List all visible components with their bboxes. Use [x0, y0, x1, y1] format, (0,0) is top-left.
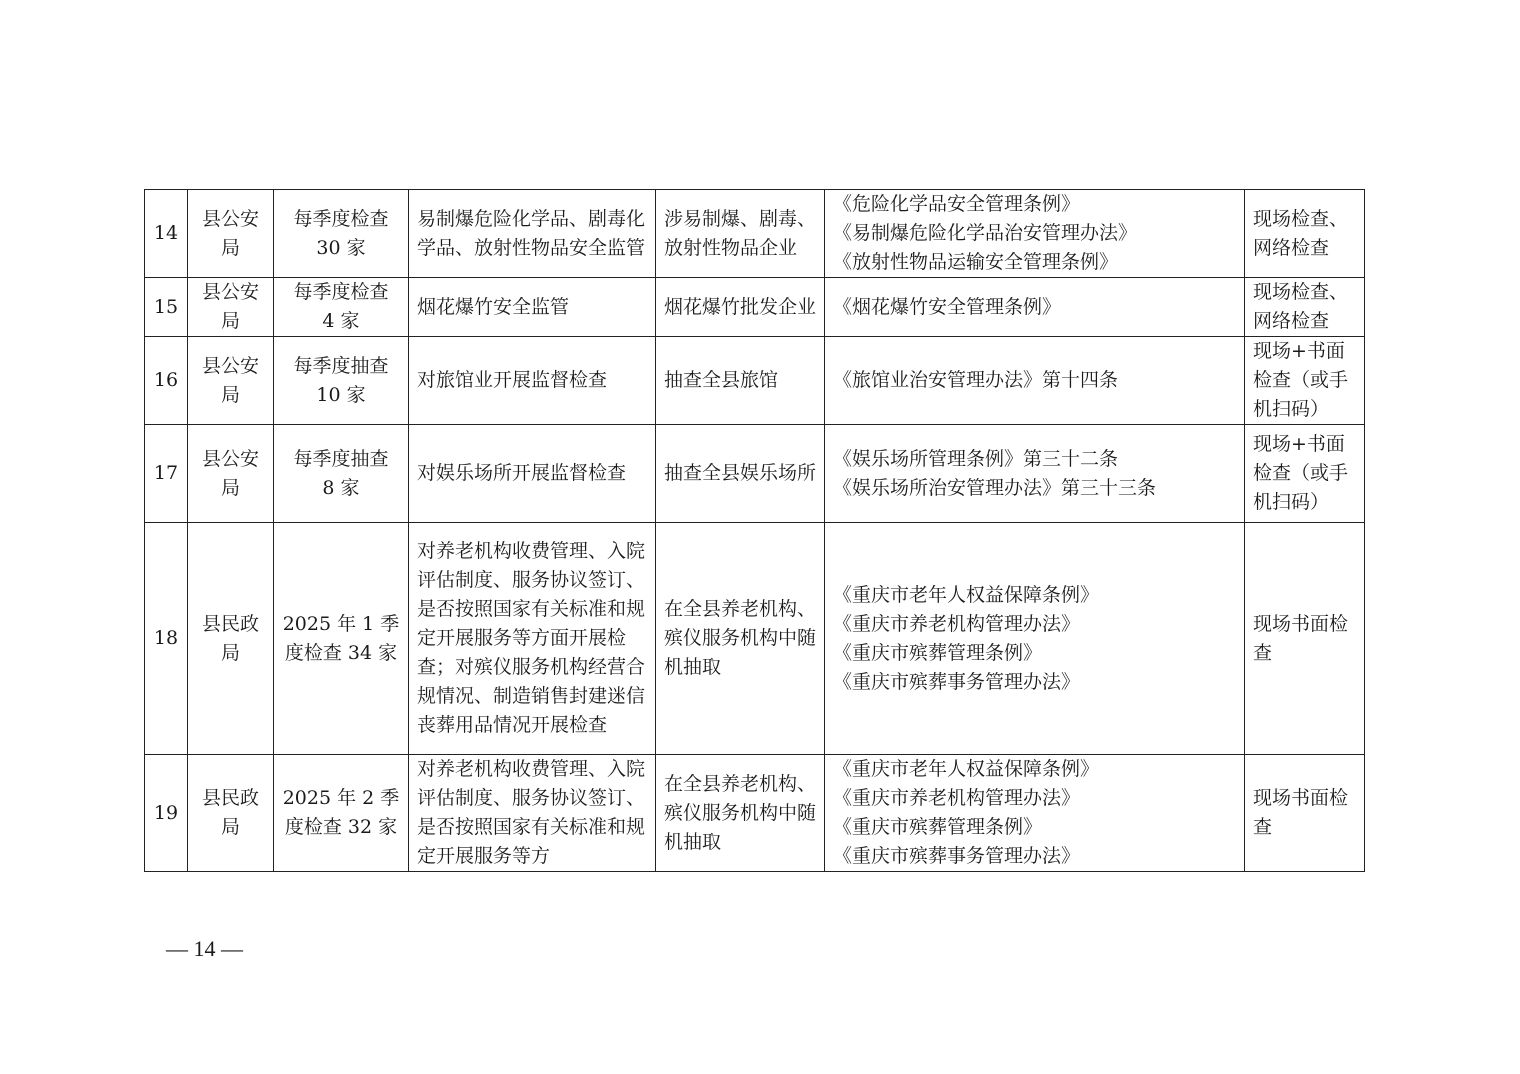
- frequency-cell: 每季度抽查 8 家: [274, 425, 409, 523]
- inspection-target-cell: 在全县养老机构、殡仪服务机构中随机抽取: [656, 523, 825, 755]
- table-row: [145, 278, 1365, 337]
- department-cell: 县公安 局: [188, 278, 274, 337]
- page-number: 14: [193, 936, 216, 961]
- table-row: [145, 425, 1365, 523]
- inspection-method-cell: 现场书面检查: [1245, 523, 1365, 755]
- inspection-item-cell: 对娱乐场所开展监督检查: [409, 425, 656, 523]
- inspection-method-cell: 现场书面检查: [1245, 755, 1365, 872]
- department-cell: 县公安 局: [188, 337, 274, 425]
- row-number: 19: [145, 755, 188, 872]
- department-cell: 县民政 局: [188, 523, 274, 755]
- footer-dash-right: —: [221, 936, 243, 961]
- inspection-table: [144, 189, 1365, 872]
- footer-dash-left: —: [166, 936, 188, 961]
- legal-basis-cell: 《旅馆业治安管理办法》第十四条: [825, 337, 1245, 425]
- department-cell: 县公安 局: [188, 425, 274, 523]
- table-row: [145, 755, 1365, 872]
- frequency-cell: 每季度检查 4 家: [274, 278, 409, 337]
- inspection-target-cell: 烟花爆竹批发企业: [656, 278, 825, 337]
- inspection-method-cell: 现场+书面检查（或手机扫码）: [1245, 425, 1365, 523]
- table-row: [145, 523, 1365, 755]
- frequency-cell: 每季度抽查 10 家: [274, 337, 409, 425]
- inspection-method-cell: 现场+书面检查（或手机扫码）: [1245, 337, 1365, 425]
- table-row: [145, 337, 1365, 425]
- inspection-item-cell: 烟花爆竹安全监管: [409, 278, 656, 337]
- legal-basis-cell: 《危险化学品安全管理条例》 《易制爆危险化学品治安管理办法》 《放射性物品运输安全管理条例》: [825, 190, 1245, 278]
- legal-basis-cell: 《重庆市老年人权益保障条例》 《重庆市养老机构管理办法》 《重庆市殡葬管理条例》 《重庆市殡葬事务管理办法》: [825, 755, 1245, 872]
- row-number: 15: [145, 278, 188, 337]
- page-footer: [166, 934, 243, 964]
- frequency-cell: 每季度检查 30 家: [274, 190, 409, 278]
- inspection-method-cell: 现场检查、网络检查: [1245, 190, 1365, 278]
- legal-basis-cell: 《重庆市老年人权益保障条例》 《重庆市养老机构管理办法》 《重庆市殡葬管理条例》 《重庆市殡葬事务管理办法》: [825, 523, 1245, 755]
- inspection-item-cell: 对旅馆业开展监督检查: [409, 337, 656, 425]
- row-number: 17: [145, 425, 188, 523]
- inspection-target-cell: 涉易制爆、剧毒、放射性物品企业: [656, 190, 825, 278]
- table-row: [145, 190, 1365, 278]
- row-number: 16: [145, 337, 188, 425]
- row-number: 14: [145, 190, 188, 278]
- inspection-target-cell: 抽查全县旅馆: [656, 337, 825, 425]
- inspection-item-cell: 对养老机构收费管理、入院评估制度、服务协议签订、是否按照国家有关标准和规定开展服务等方面开展检查；对殡仪服务机构经营合规情况、制造销售封建迷信丧葬用品情况开展检查: [409, 523, 656, 755]
- department-cell: 县公安 局: [188, 190, 274, 278]
- frequency-cell: 2025 年 1 季 度检查 34 家: [274, 523, 409, 755]
- inspection-item-cell: 易制爆危险化学品、剧毒化学品、放射性物品安全监管: [409, 190, 656, 278]
- legal-basis-cell: 《娱乐场所管理条例》第三十二条 《娱乐场所治安管理办法》第三十三条: [825, 425, 1245, 523]
- row-number: 18: [145, 523, 188, 755]
- inspection-target-cell: 在全县养老机构、殡仪服务机构中随机抽取: [656, 755, 825, 872]
- department-cell: 县民政 局: [188, 755, 274, 872]
- inspection-item-cell: 对养老机构收费管理、入院评估制度、服务协议签订、是否按照国家有关标准和规定开展服务等方: [409, 755, 656, 872]
- frequency-cell: 2025 年 2 季 度检查 32 家: [274, 755, 409, 872]
- legal-basis-cell: 《烟花爆竹安全管理条例》: [825, 278, 1245, 337]
- inspection-method-cell: 现场检查、网络检查: [1245, 278, 1365, 337]
- inspection-target-cell: 抽查全县娱乐场所: [656, 425, 825, 523]
